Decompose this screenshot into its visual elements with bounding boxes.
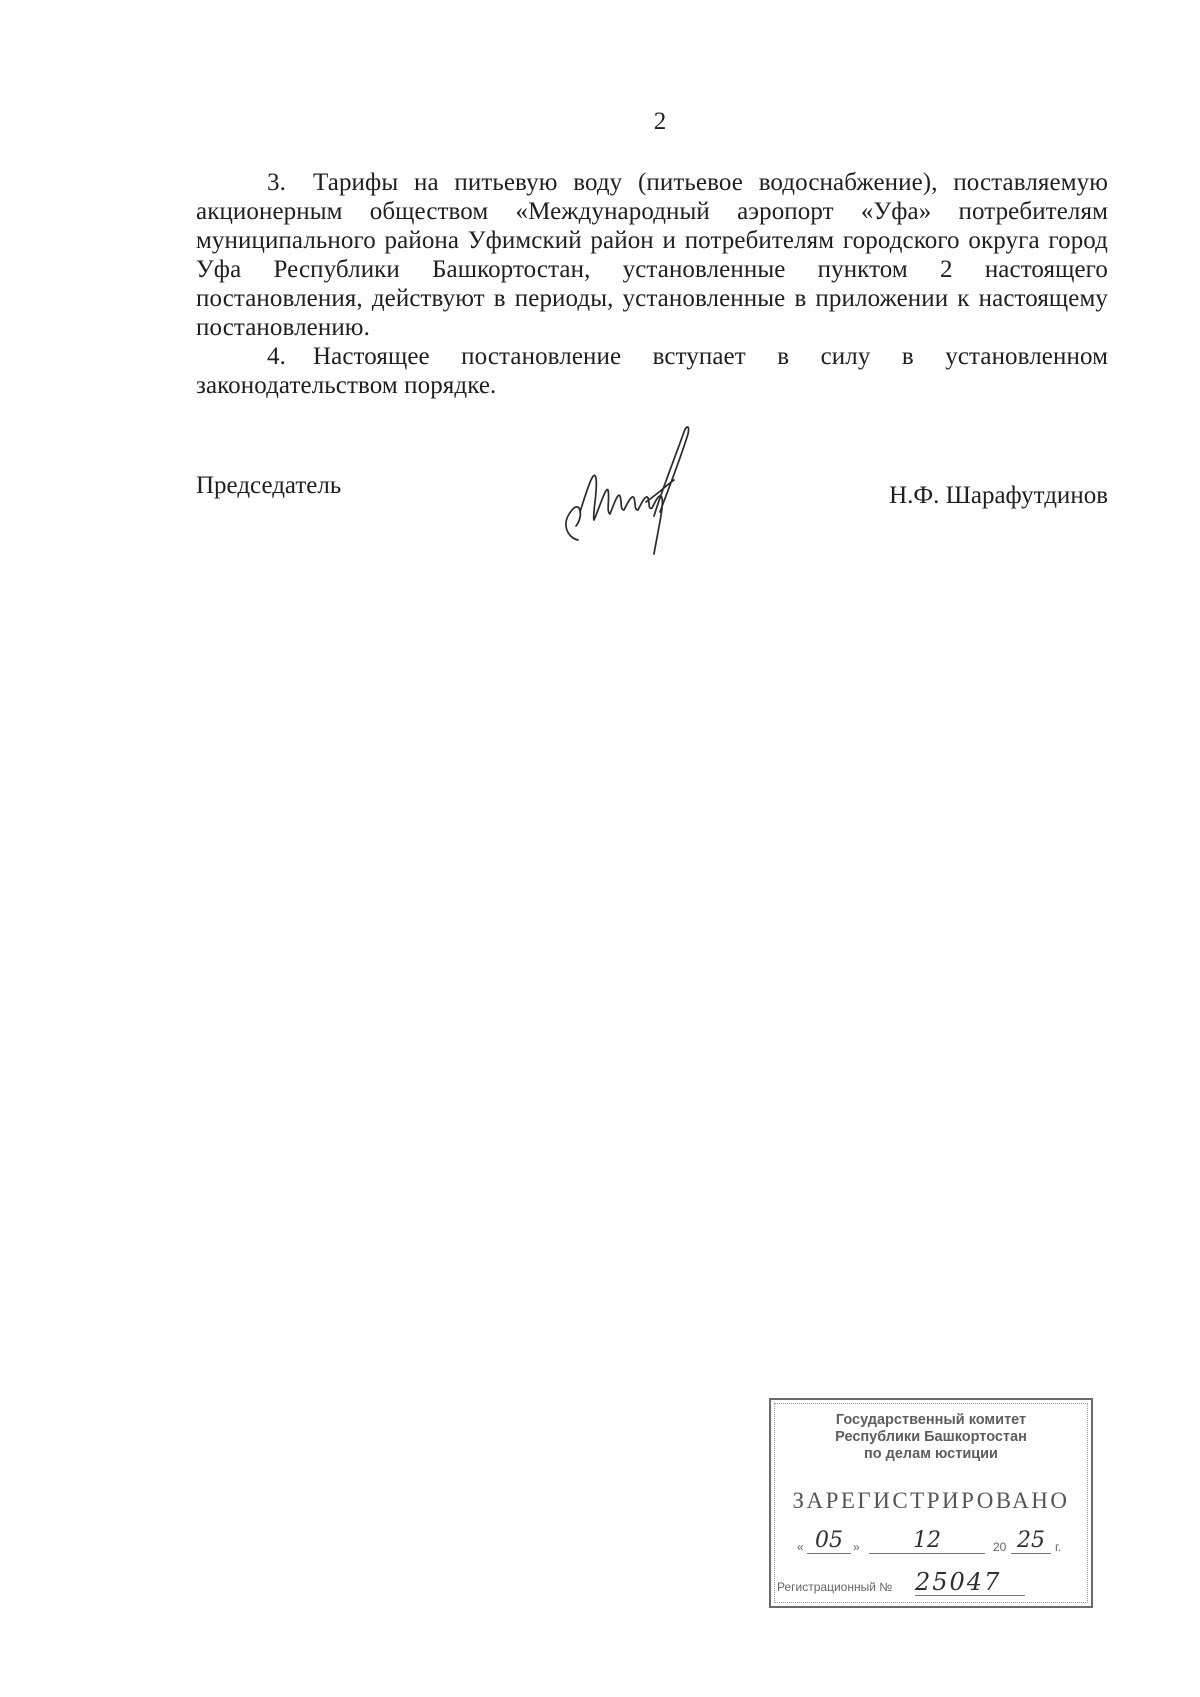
paragraph-3 [196,168,1108,342]
date-open-quote: « [797,1540,804,1554]
registration-stamp [769,1398,1093,1608]
handwritten-signature [550,420,710,560]
stamp-registration [777,1568,1077,1596]
paragraph-4 [196,342,1108,400]
paragraph-number: 3. [267,169,286,196]
page-number: 2 [653,108,667,135]
date-year: 25 [1011,1528,1051,1554]
paragraph-text: Тарифы на питьевую воду (питьевое водоснабжение), поставляемую акционерным обществом «Международный аэропорт «Уфа» потребителям муниципального района Уфимский район и потребителям городского округа город Уфа Республики Башкортостан, установленные пунктом 2 настоящего постановления, действуют в периоды, установленные в приложении к настоящему постановлению. [196,169,1108,341]
registration-label: Регистрационный № [777,1580,893,1594]
date-suffix: г. [1055,1540,1062,1554]
stamp-org-line: Государственный комитет [835,1412,1027,1428]
stamp-org-line: по делам юстиции [864,1446,998,1462]
stamp-org-line: Республики Башкортостан [835,1429,1027,1445]
date-century: 20 [993,1540,1007,1554]
stamp-title: ЗАРЕГИСТРИРОВАНО [792,1488,1070,1513]
document-body [196,168,1108,400]
paragraph-number: 4. [267,343,286,370]
stamp-organization [771,1412,1091,1463]
date-close-quote: » [853,1540,860,1554]
date-day: 05 [807,1528,851,1554]
stamp-date [797,1530,1067,1556]
registration-number: 25047 [915,1568,1025,1596]
signatory-role: Председатель [196,472,342,499]
signatory-name: Н.Ф. Шарафутдинов [889,482,1108,509]
date-month: 12 [869,1528,985,1554]
paragraph-text: Настоящее постановление вступает в силу в установленном законодательством порядке. [196,343,1108,399]
